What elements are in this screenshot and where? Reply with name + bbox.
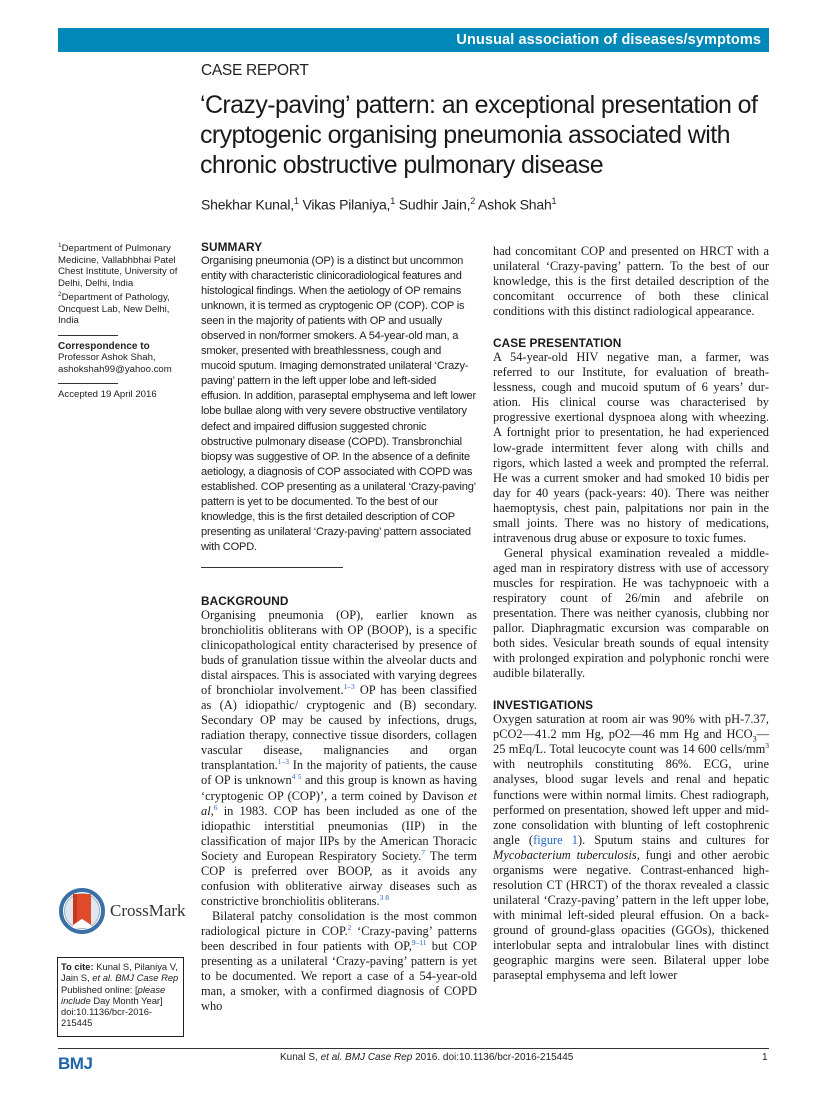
reference-link[interactable]: 2: [347, 922, 352, 932]
crossmark-label: CrossMark: [110, 901, 186, 920]
figure-1-link[interactable]: figure 1: [533, 832, 578, 847]
reference-link[interactable]: 6: [213, 802, 218, 812]
accepted-date: Accepted 19 April 2016: [58, 389, 157, 401]
correspondence-name: Professor Ashok Shah,: [58, 352, 156, 364]
reference-link[interactable]: 1–3: [343, 682, 355, 692]
background-paragraph-2-continued: had concomitant COP and presented on HRCT with a unilateral ‘Crazy-paving’ pattern. To the best of our knowledge, this is the first detailed description of the concomitant occurrence of both these clinical conditions with this distinct radiological appearance.: [493, 244, 769, 319]
reference-link[interactable]: 7: [421, 847, 426, 857]
author-name[interactable]: Shekhar Kunal,: [201, 196, 294, 213]
reference-link[interactable]: 4 5: [291, 772, 302, 782]
investigations-paragraph: Oxygen saturation at room air was 90% with pH-7.37, pCO2—41.2 mm Hg, pO2—46 mm Hg and $HCO_3—25$ mEq/L. Total leucocyte count was 14 600 cells/$mm^3$ with neutrophils constituting 86%. ECG, urine analyses, blood sugar levels and renal and hepatic functions were within normal limits. Chest radiograph, performed on presentation, showed left upper and mid-zone consolidation with blunting of left costophrenic angle (figure 1). Sputum stains and cultures for Mycobacterium tuberculosis, fungi and other aerobic organisms were negative. Contrast-enhanced high-resolution CT (HRCT) of the thorax revealed a classic unilateral ‘Crazy-paving’ pattern in the left upper lobe, with minimal left-sided pleural effusion. On a background of ground-glass opacities (GGOs), thickened interlobular septa and intralobular lines with distinct geographic margins were seen. Bilateral upper lobe paraseptal emphysema and left lower: [493, 712, 769, 983]
author-affiliation: 1: [390, 196, 396, 206]
author-name[interactable]: Ashok Shah: [478, 196, 552, 213]
case-presentation-heading: CASE PRESENTATION: [493, 336, 622, 351]
author-name[interactable]: Sudhir Jain,: [398, 196, 471, 213]
author-list: [201, 196, 556, 213]
section-banner: Unusual association of diseases/symptoms: [58, 28, 769, 52]
article-title: ‘Crazy-paving’ pattern: an exceptional presentation of cryptogenic organising pneumonia associated with chronic obstructive pulmonary disease: [200, 91, 758, 179]
bmj-logo: BMJ: [58, 1054, 93, 1073]
crossmark-badge[interactable]: [58, 886, 198, 936]
reference-link[interactable]: 9–11: [411, 937, 427, 947]
author-affiliation: 1: [551, 196, 557, 206]
crossmark-icon: [58, 887, 106, 935]
affiliation-1: $^1$Department of Pulmonary Medicine, Vallabhbhai Patel Chest Institute, University of Delhi, Delhi, India: [58, 242, 178, 289]
affiliation-2: $^2$Department of Pathology, Oncquest Lab, New Delhi, India: [58, 291, 170, 327]
case-paragraph-2: General physical examination revealed a middle-aged man in respiratory distress with use of accessory muscles for respiration. He was tachypnoeic with a respiratory count of 26/min and afebrile on presentation. There was neither cyanosis, clubbing nor pallor. Diaphragmatic excursion was comparable on both sides. Vesicular breath sounds of equal intensity with prolonged expiration and polyphonic ronchi were audible bilaterally.: [493, 545, 769, 681]
left-column: [201, 240, 477, 1014]
correspondence-heading: Correspondence to: [58, 340, 150, 352]
page-number: 1: [762, 1052, 768, 1063]
author-affiliation: 1: [293, 196, 299, 206]
footer-divider: [58, 1048, 769, 1049]
citation-doi[interactable]: doi:10.1136/bcr-2016-215445: [61, 1006, 153, 1029]
right-column: [493, 244, 769, 983]
footer-citation: Kunal S, et al. BMJ Case Rep 2016. doi:10.1136/bcr-2016-215445: [280, 1052, 574, 1063]
divider: [58, 383, 118, 384]
divider: [58, 335, 118, 336]
background-paragraph-2: Bilateral patchy consolidation is the most common radiological picture in COP.$^2$ ‘Crazy-paving’ patterns been described in four patients with OP,$^{9-11}$ but COP presenting as a unilateral ‘Crazy-paving’ pattern is yet to be documented. We report a case of a 54-year-old man, a smoker, with a confirmed diagnosis of COPD who: [201, 908, 478, 1014]
background-paragraph-1: Organising pneumonia (OP), earlier known as bronchiolitis obliterans with OP (BOOP), is a specific clinicopathological entity characterised by presence of buds of granulation tissue within the alveolar ducts and distal airspaces. This is associated with varying degrees of bronchiolar involvement.$^{1-3}$ OP has been classified as (A) idiopathic/ cryptogenic and (B) secondary. Secondary OP may be caused by infections, drugs, radiation therapy, connective tissue disorders, collagen vascular disease, malignancies and organ transplantation.$^{1-3}$ In the majority of patients, the cause of OP is unknown$^{4 5}$ and this group is known as having ‘cryptogenic OP (COP)’, a term coined by Davison et al,$^6$ in 1983. COP has been included as one of the idiopathic interstitial pneumonias (IIP) in the classification of major IIPs by the American Thoracic Society and European Respiratory Society.$^7$ The term COP is preferred over BOOP, as it avoids any confusion with obliterative airway diseases such as constrictive bronchiolitis obliterans.$^{3 8}$: [201, 607, 478, 908]
background-heading: BACKGROUND: [201, 593, 289, 608]
author-name[interactable]: Vikas Pilaniya,: [302, 196, 391, 213]
summary-heading: SUMMARY: [201, 240, 263, 254]
investigations-heading: INVESTIGATIONS: [493, 698, 594, 713]
citation-box: To cite: Kunal S, Pilaniya V, Jain S, et al. BMJ Case Rep Published online: [please include Day Month Year] doi:10.1136/bcr-2016-215445: [57, 957, 184, 1037]
correspondence-email[interactable]: ashokshah99@yahoo.com: [58, 363, 172, 375]
summary-text: Organising pneumonia (OP) is a distinct but uncommon entity with characteristic clinicoradiological features and histological findings. When the aetiology of OP remains unknown, it is termed as cryptogenic OP (COP). COP is seen in the majority of patients with OP and usually observed in non/former smokers. A 54-year-old man, a smoker, presented with breathlessness, cough and mucoid sputum. Imaging demonstrated unilateral ‘Crazy-paving’ pattern in the left upper lobe and left-sided effusion. In addition, paraseptal emphysema and left lower lobe bullae along with very severe obstructive ventilatory defect and impaired diffusion suggested chronic obstructive pulmonary disease (COPD). Transbronchial biopsy was suggestive of OP. In the absence of a definite aetiology, a diagnosis of COP associated with COPD was established. COP presenting as a unilateral ‘Crazy-paving’ pattern is yet to be documented. To the best of our knowledge, this is the first detailed description of COP presenting as unilateral ‘Crazy-paving’ pattern associated with COPD.: [201, 255, 476, 553]
article-type-label: CASE REPORT: [201, 62, 309, 79]
reference-link[interactable]: 1–3: [277, 757, 289, 767]
author-affiliation: 2: [470, 196, 476, 206]
reference-link[interactable]: 3 8: [379, 892, 389, 902]
case-paragraph-1: A 54-year-old HIV negative man, a farmer, was referred to our Institute, for evaluation of breathlessness, cough and mucoid sputum of 6 years’ duration. His clinical course was characterised by progressive exertional dyspnoea along with wheezing. A fortnight prior to presentation, he had experienced low-grade intermittent fever along with chills and rigors, which lasted a week and prompted the referral. He was a current smoker and had smoked 10 bidis per day for 40 years (pack-years: 40). There was neither haemoptysis, chest pain, palpitations nor pain in the small joints. There was no history of medications, intravenous drug abuse or exposure to toxic fumes.: [493, 350, 769, 545]
sidebar: [58, 240, 178, 401]
